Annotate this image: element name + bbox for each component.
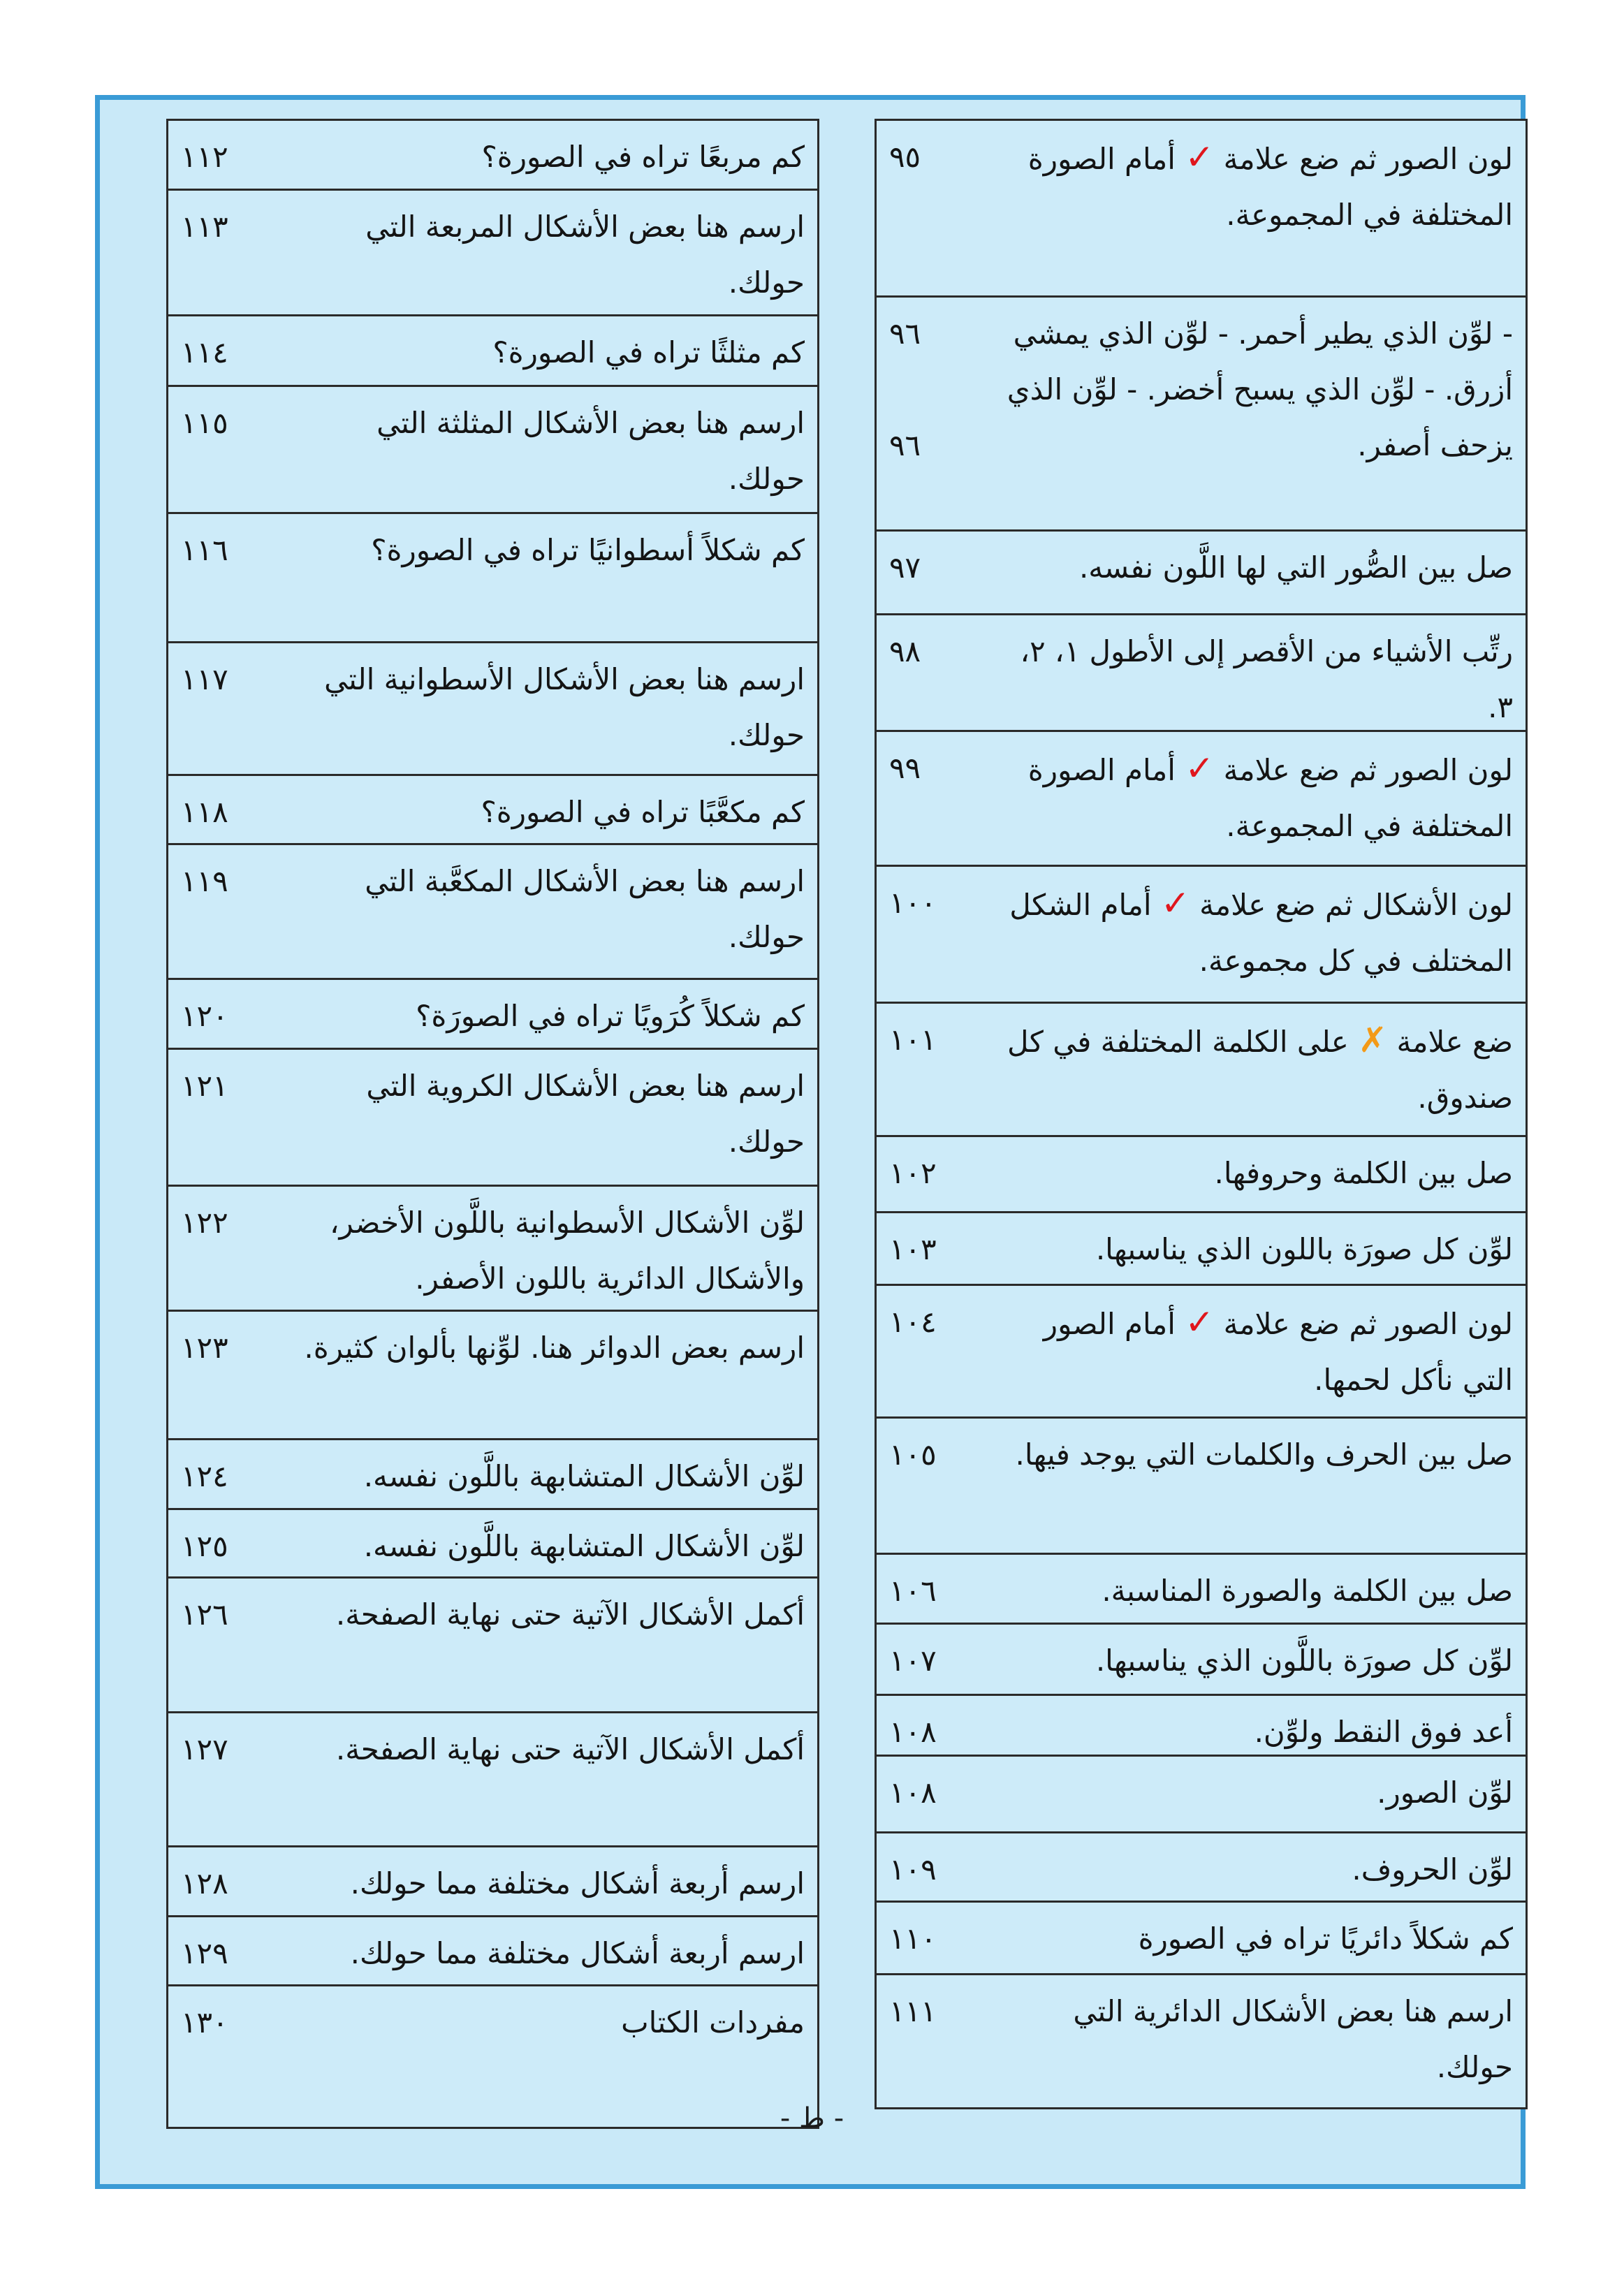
toc-entry-text: صل بين الحرف والكلمات التي يوجد فيها. bbox=[1015, 1437, 1513, 1472]
toc-page-number bbox=[181, 199, 293, 255]
toc-row bbox=[877, 1004, 1526, 1137]
toc-entry-text-part: على الكلمة المختلفة في كل صندوق. bbox=[1007, 1025, 1513, 1115]
page-number-value: ١٢٥ bbox=[181, 1529, 228, 1563]
toc-row bbox=[168, 1187, 817, 1312]
toc-page-number bbox=[889, 1294, 1001, 1350]
toc-page-number bbox=[889, 875, 1001, 931]
page-number-value: ١٢٢ bbox=[181, 1206, 228, 1240]
toc-column-left bbox=[166, 119, 819, 2129]
toc-page-number bbox=[889, 1765, 1001, 1821]
page-number-value: ١٠٨ bbox=[889, 1715, 937, 1749]
page-number-value: ١٢٠ bbox=[181, 999, 228, 1033]
toc-page-number bbox=[889, 1427, 1001, 1483]
toc-page-number bbox=[889, 306, 1001, 474]
toc-row bbox=[877, 1213, 1526, 1286]
toc-entry-text: ارسم أربعة أشكال مختلفة مما حولك. bbox=[350, 1866, 805, 1901]
page-number-value: ١١٢ bbox=[181, 140, 228, 174]
checkmark-icon: ✓ bbox=[1185, 137, 1215, 177]
toc-entry-text: لوِّن الحروف. bbox=[1352, 1852, 1513, 1887]
page-number-value: ١٢٤ bbox=[181, 1459, 228, 1493]
page-number-value: ١٠٥ bbox=[889, 1437, 937, 1472]
toc-page-number bbox=[889, 129, 1001, 185]
toc-page-number bbox=[181, 1722, 293, 1778]
page-number-value: ١١٠ bbox=[889, 1921, 937, 1956]
toc-page-number bbox=[181, 784, 293, 840]
toc-row bbox=[877, 1903, 1526, 1975]
page-number-value: ١٠٣ bbox=[889, 1232, 937, 1266]
toc-page-number bbox=[181, 854, 293, 909]
toc-row bbox=[877, 1555, 1526, 1625]
toc-page-number bbox=[889, 1704, 1001, 1757]
toc-row bbox=[877, 1137, 1526, 1213]
page-number-value: ٩٩ bbox=[889, 751, 921, 785]
toc-row bbox=[877, 1833, 1526, 1903]
checkmark-icon: ✓ bbox=[1185, 748, 1215, 789]
toc-entry-text: أكمل الأشكال الآتية حتى نهاية الصفحة. bbox=[335, 1732, 805, 1766]
toc-entry-text-part: أمام الصورة المختلفة في المجموعة. bbox=[1027, 753, 1513, 843]
toc-entry-text: لوِّن الصور. bbox=[1377, 1775, 1513, 1810]
toc-page-number bbox=[181, 1926, 293, 1982]
page-number-value bbox=[889, 362, 1001, 418]
toc-row bbox=[877, 298, 1526, 532]
page-number-value: ١٠٧ bbox=[889, 1643, 937, 1678]
page-number-value: ١٠٢ bbox=[889, 1156, 937, 1190]
toc-entry-text: لوِّن كل صورَة باللَّون الذي يناسبها. bbox=[1095, 1643, 1513, 1678]
toc-row bbox=[168, 191, 817, 316]
toc-row bbox=[877, 1757, 1526, 1833]
page-number-value: ١١٩ bbox=[181, 864, 228, 898]
toc-page-number bbox=[889, 540, 1001, 596]
toc-row bbox=[168, 121, 817, 191]
toc-page-number bbox=[181, 1449, 293, 1504]
toc-row bbox=[168, 1713, 817, 1847]
toc-row bbox=[168, 1917, 817, 1986]
page-number-value: ١٢١ bbox=[181, 1069, 228, 1103]
toc-entry-text: أكمل الأشكال الآتية حتى نهاية الصفحة. bbox=[335, 1597, 805, 1632]
toc-entry-text: ارسم هنا بعض الأشكال المربعة التي حولك. bbox=[365, 210, 805, 300]
toc-row bbox=[168, 643, 817, 776]
toc-entry-text-part: لون الصور ثم ضع علامة bbox=[1214, 1307, 1513, 1341]
page-number-value: ٩٥ bbox=[889, 140, 921, 174]
page-number-value: ٩٨ bbox=[889, 634, 921, 668]
toc-entry-text-part: لون الأشكال ثم ضع علامة bbox=[1190, 888, 1513, 922]
toc-entry-text: لوِّن كل صورَة باللون الذي يناسبها. bbox=[1095, 1232, 1513, 1266]
toc-row bbox=[877, 867, 1526, 1004]
toc-entry-text: ارسم هنا بعض الأشكال المكعَّبة التي حولك. bbox=[365, 864, 805, 954]
page-number-value: ١٣٠ bbox=[181, 2005, 228, 2040]
toc-row bbox=[877, 615, 1526, 732]
toc-entry-text: صل بين الكلمة وحروفها. bbox=[1214, 1156, 1513, 1190]
toc-row bbox=[168, 1510, 817, 1579]
toc-entry-text: مفردات الكتاب bbox=[621, 2005, 805, 2040]
toc-row bbox=[168, 316, 817, 387]
toc-page-number bbox=[181, 1518, 293, 1574]
page-number-value: ١٠٩ bbox=[889, 1852, 937, 1887]
page-number-value: ١١٨ bbox=[181, 795, 228, 829]
toc-entry-text: صل بين الصُّور التي لها اللَّون نفسه. bbox=[1078, 550, 1513, 585]
toc-entry-text bbox=[1001, 875, 1513, 989]
toc-row bbox=[168, 1312, 817, 1440]
toc-entry-text: رتِّب الأشياء من الأقصر إلى الأطول ١، ٢، ٣. bbox=[1020, 634, 1513, 724]
toc-entry-text: كم مربعًا تراه في الصورة؟ bbox=[481, 140, 805, 174]
page-number-value: ١٢٩ bbox=[181, 1936, 228, 1970]
page-number-value: ٩٧ bbox=[889, 550, 921, 585]
toc-row bbox=[877, 1625, 1526, 1696]
toc-row bbox=[168, 1440, 817, 1510]
toc-entry-text: كم مثلثًا تراه في الصورة؟ bbox=[492, 335, 805, 369]
toc-page-number bbox=[889, 740, 1001, 796]
toc-entry-text-part: ضع علامة bbox=[1387, 1025, 1513, 1059]
toc-entry-text bbox=[1001, 740, 1513, 854]
toc-entry-text: لوِّن الأشكال المتشابهة باللَّون نفسه. bbox=[363, 1529, 805, 1563]
page-number-value: ١١٦ bbox=[181, 533, 228, 567]
toc-entry-text: لوِّن الأشكال الأسطوانية باللَّون الأخضر، والأشكال الدائرية باللون الأصفر. bbox=[329, 1206, 805, 1296]
page-number-value: ٩٦ bbox=[889, 316, 921, 351]
toc-row bbox=[168, 514, 817, 643]
toc-row bbox=[168, 1986, 817, 2060]
toc-entry-text-part: أمام الشكل المختلف في كل مجموعة. bbox=[1009, 888, 1513, 978]
page-number-value: ١٠١ bbox=[889, 1023, 937, 1057]
toc-page-number bbox=[181, 129, 293, 185]
toc-entry-text: أعد فوق النقط ولوِّن. bbox=[1254, 1715, 1513, 1749]
page-number-value: ١٢٨ bbox=[181, 1866, 228, 1901]
toc-page-number bbox=[181, 1587, 293, 1643]
page-number-value: ١١٣ bbox=[181, 210, 228, 244]
toc-row bbox=[877, 532, 1526, 615]
page-number-value: ١١٤ bbox=[181, 335, 228, 369]
toc-page-number bbox=[889, 1911, 1001, 1967]
page-number-value: ١٠٤ bbox=[889, 1305, 937, 1339]
page-number-value: ٩٦ bbox=[889, 428, 921, 462]
toc-entry-text: كم مكعَّبًا تراه في الصورة؟ bbox=[481, 795, 805, 829]
toc-entry-text-part: أمام الصور التي نأكل لحمها. bbox=[1043, 1307, 1513, 1397]
checkmark-icon: ✓ bbox=[1160, 883, 1190, 923]
toc-entry-text: ارسم هنا بعض الأشكال الكروية التي حولك. bbox=[366, 1069, 805, 1159]
checkmark-icon: ✓ bbox=[1185, 1302, 1215, 1342]
toc-page-number bbox=[181, 1195, 293, 1251]
page-number-value: ١٢٣ bbox=[181, 1331, 228, 1365]
toc-entry-text: ارسم أربعة أشكال مختلفة مما حولك. bbox=[350, 1936, 805, 1970]
toc-page-number bbox=[889, 1633, 1001, 1689]
toc-page-number bbox=[889, 624, 1001, 680]
toc-entry-text-part: أمام الصورة المختلفة في المجموعة. bbox=[1027, 142, 1513, 232]
page-number-value: ١١٥ bbox=[181, 406, 228, 440]
toc-page-number bbox=[181, 325, 293, 381]
toc-entry-text: لوِّن الأشكال المتشابهة باللَّون نفسه. bbox=[363, 1459, 805, 1493]
toc-entry-text-part: لون الصور ثم ضع علامة bbox=[1214, 142, 1513, 176]
page-number-value: ١٠٨ bbox=[889, 1775, 937, 1810]
page-number-value: ١٠٠ bbox=[889, 886, 937, 920]
toc-page-number bbox=[181, 522, 293, 578]
toc-page-number bbox=[181, 395, 293, 451]
toc-page-number bbox=[889, 1012, 1001, 1068]
toc-entry-text bbox=[1001, 1012, 1513, 1126]
toc-entry-text: كم شكلاً دائريًا تراه في الصورة bbox=[1138, 1921, 1513, 1956]
toc-page-number bbox=[889, 1563, 1001, 1619]
toc-row bbox=[168, 1579, 817, 1713]
toc-entry-text bbox=[1001, 129, 1513, 243]
toc-page-number bbox=[889, 1842, 1001, 1898]
page-footer: - ط - bbox=[780, 2102, 844, 2134]
toc-entry-text: كم شكلاً كُرَويًا تراه في الصورَة؟ bbox=[416, 999, 805, 1033]
toc-row bbox=[168, 1847, 817, 1917]
toc-entry-text bbox=[1001, 1294, 1513, 1408]
toc-row bbox=[168, 1050, 817, 1187]
toc-entry-text: - لوِّن الذي يطير أحمر. - لوِّن الذي يمشي أزرق. - لوِّن الذي يسبح أخضر. - لوِّن الذي يزحف أصفر. bbox=[1007, 316, 1513, 462]
toc-page-number bbox=[181, 988, 293, 1044]
toc-row bbox=[168, 776, 817, 845]
toc-page-number bbox=[181, 1320, 293, 1376]
toc-row bbox=[877, 1696, 1526, 1757]
toc-column-right bbox=[875, 119, 1528, 2109]
toc-entry-text: ارسم هنا بعض الأشكال المثلثة التي حولك. bbox=[376, 406, 805, 496]
toc-row bbox=[877, 1419, 1526, 1555]
toc-row bbox=[877, 732, 1526, 867]
toc-page-number bbox=[889, 1145, 1001, 1201]
cross-icon: ✗ bbox=[1358, 1020, 1388, 1060]
toc-page-number bbox=[889, 1222, 1001, 1277]
page-number-value: ١٢٧ bbox=[181, 1732, 228, 1766]
page-number-value: ١٢٦ bbox=[181, 1597, 228, 1632]
toc-entry-text: كم شكلاً أسطوانيًا تراه في الصورة؟ bbox=[371, 533, 805, 567]
toc-row bbox=[877, 1286, 1526, 1419]
toc-row bbox=[877, 121, 1526, 298]
toc-entry-text: ارسم هنا بعض الأشكال الأسطوانية التي حولك. bbox=[324, 662, 805, 752]
page-number-value: ١١٧ bbox=[181, 662, 228, 696]
toc-page-number bbox=[181, 1856, 293, 1912]
toc-row bbox=[168, 845, 817, 980]
toc-entry-text: صل بين الكلمة والصورة المناسبة. bbox=[1102, 1574, 1513, 1608]
page-number-value: ١٠٦ bbox=[889, 1574, 937, 1608]
page-number-value: ١١١ bbox=[889, 1994, 937, 2028]
toc-page-number bbox=[181, 1995, 293, 2051]
toc-page-number bbox=[181, 1058, 293, 1114]
toc-row bbox=[168, 387, 817, 514]
toc-entry-text-part: لون الصور ثم ضع علامة bbox=[1214, 753, 1513, 787]
toc-row bbox=[168, 980, 817, 1050]
toc-entry-text: ارسم هنا بعض الأشكال الدائرية التي حولك. bbox=[1073, 1994, 1513, 2084]
toc-page-number bbox=[181, 652, 293, 708]
toc-entry-text: ارسم بعض الدوائر هنا. لوِّنها بألوان كثيرة. bbox=[304, 1331, 805, 1365]
toc-page-number bbox=[889, 1984, 1001, 2040]
